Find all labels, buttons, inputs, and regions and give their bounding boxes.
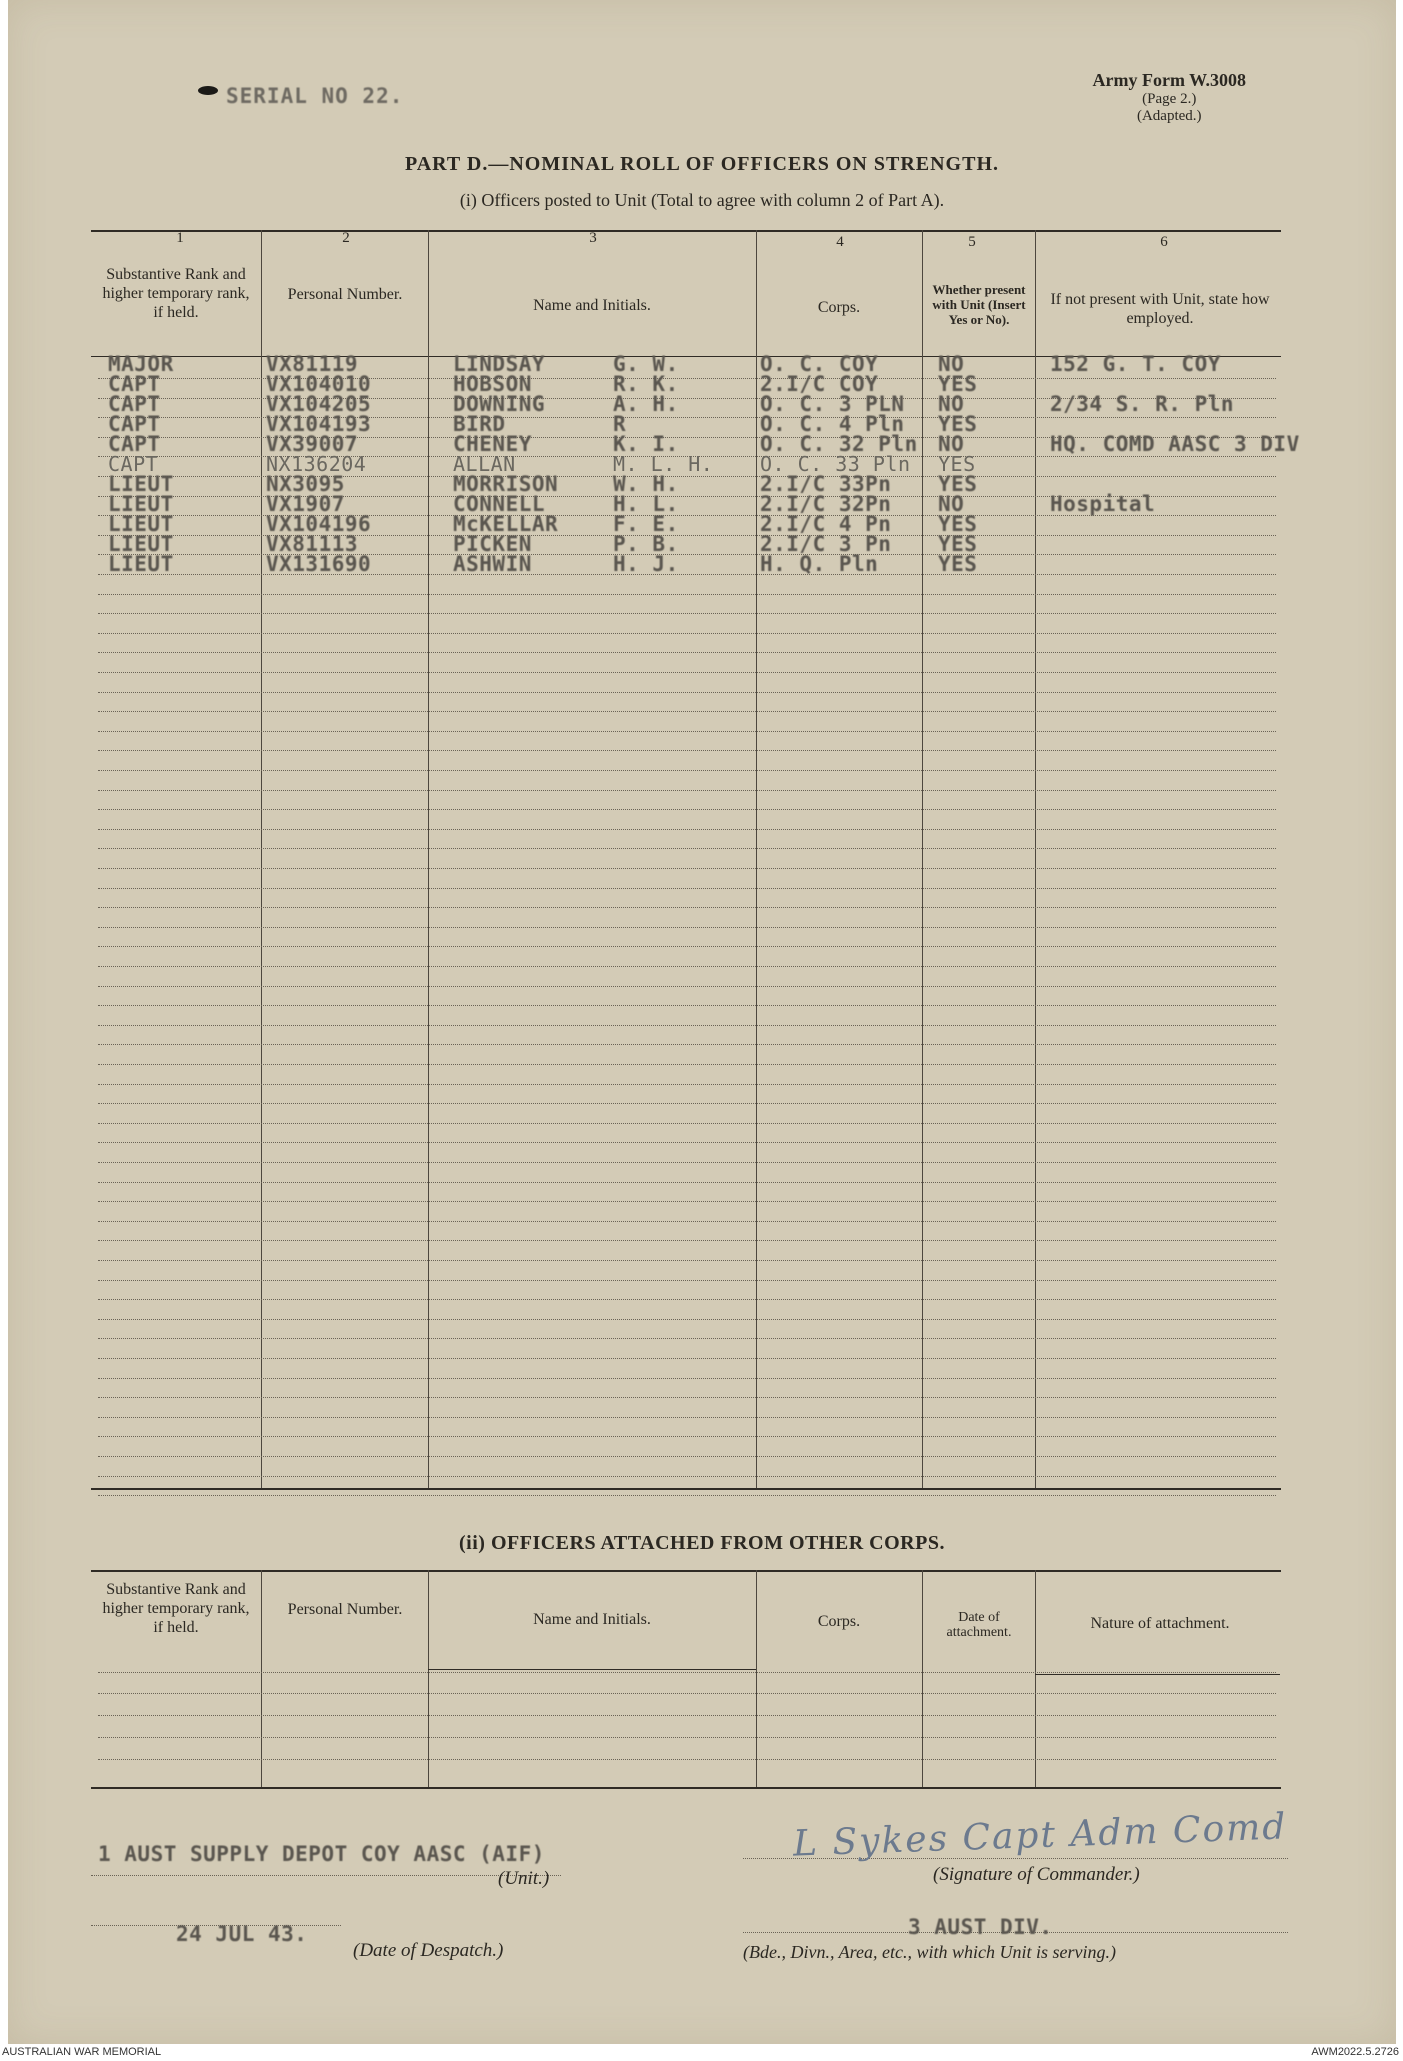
- column-number-5: 5: [968, 234, 976, 250]
- archive-reference: AWM2022.5.2726: [1311, 2046, 1399, 2058]
- roll-cell-name: ASHWIN: [453, 552, 532, 576]
- ruled-line: [98, 1260, 1276, 1261]
- document-page: [8, 0, 1396, 2044]
- roll-cell-present: YES: [938, 532, 978, 556]
- roll-cell-name: DOWNING: [453, 392, 546, 416]
- ruled-line: [98, 594, 1276, 595]
- part-d-title: PART D.—NOMINAL ROLL OF OFFICERS ON STRENGTH.: [405, 153, 999, 175]
- roll-cell-rank: CAPT: [108, 452, 159, 476]
- roll-cell-corps: 2.I/C COY: [760, 372, 879, 396]
- roll-cell-employed: 152 G. T. COY: [1050, 352, 1221, 376]
- ruled-line: [98, 1240, 1276, 1241]
- formation-value: 3 AUST DIV.: [908, 1915, 1053, 1939]
- roll-cell-corps: O. C. 3 PLN: [760, 392, 905, 416]
- attached-header-corps: Corps.: [817, 1613, 861, 1630]
- roll-cell-present: YES: [938, 512, 978, 536]
- roll-cell-initials: R. K.: [613, 372, 679, 396]
- roll-cell-initials: F. E.: [613, 512, 679, 536]
- roll-cell-corps: 2.I/C 3 Pn: [760, 532, 892, 556]
- ruled-line: [98, 1280, 1276, 1281]
- roll-cell-number: VX1907: [266, 492, 345, 516]
- roll-cell-rank: CAPT: [108, 372, 161, 396]
- roll-cell-present: NO: [938, 352, 965, 376]
- roll-cell-corps: O. C. 4 Pln: [760, 412, 905, 436]
- roll-cell-name: PICKEN: [453, 532, 532, 556]
- roll-cell-rank: LIEUT: [108, 492, 174, 516]
- ruled-line: [98, 613, 1276, 614]
- ruled-line: [98, 927, 1276, 928]
- column-number-3: 3: [589, 230, 597, 246]
- column-header-corps: Corps.: [817, 299, 861, 316]
- ruled-line: [98, 770, 1276, 771]
- attached-header-rank: Substantive Rank and higher temporary rank, if held.: [102, 1581, 250, 1636]
- roll-cell-name: LINDSAY: [453, 352, 546, 376]
- ruled-line: [98, 1495, 1276, 1496]
- ink-blot: [198, 86, 218, 95]
- ruled-line: [98, 986, 1276, 987]
- roll-cell-rank: LIEUT: [108, 472, 174, 496]
- roll-cell-name: CONNELL: [453, 492, 546, 516]
- roll-cell-corps: O. C. 32 Pln: [760, 432, 918, 456]
- roll-cell-initials: W. H.: [613, 472, 679, 496]
- part-ii-title: (ii) OFFICERS ATTACHED FROM OTHER CORPS.: [459, 1532, 945, 1554]
- roll-cell-number: VX104010: [266, 372, 372, 396]
- ruled-line: [98, 1759, 1276, 1760]
- ruled-line: [98, 1338, 1276, 1339]
- form-name: Army Form W.3008: [1092, 70, 1246, 90]
- ruled-line: [98, 1476, 1276, 1477]
- attached-header-date: Date of attachment.: [946, 1610, 1012, 1640]
- roll-cell-present: YES: [938, 372, 978, 396]
- ruled-line: [98, 1672, 1276, 1673]
- ruled-line: [98, 888, 1276, 889]
- roll-cell-number: VX81119: [266, 352, 359, 376]
- column-number-4: 4: [836, 234, 844, 250]
- roll-cell-employed: HQ. COMD AASC 3 DIV: [1050, 432, 1300, 456]
- roll-cell-present: YES: [938, 472, 978, 496]
- attached-header-nature: Nature of attachment.: [1090, 1615, 1230, 1632]
- ruled-line: [98, 829, 1276, 830]
- ruled-line: [98, 1025, 1276, 1026]
- column-number-6: 6: [1160, 234, 1168, 250]
- ruled-line: [98, 1456, 1276, 1457]
- roll-cell-initials: K. I.: [613, 432, 679, 456]
- roll-cell-initials: A. H.: [613, 392, 679, 416]
- roll-cell-present: YES: [938, 452, 976, 476]
- ruled-line: [98, 1737, 1276, 1738]
- roll-cell-rank: LIEUT: [108, 552, 174, 576]
- column-number-2: 2: [342, 230, 350, 246]
- archive-bar: [0, 2044, 1403, 2061]
- form-page: (Page 2.): [1142, 91, 1197, 107]
- roll-cell-rank: LIEUT: [108, 512, 174, 536]
- ruled-line: [98, 1005, 1276, 1006]
- column-header-present: Whether present with Unit (Insert Yes or No).: [932, 282, 1026, 327]
- roll-cell-present: NO: [938, 432, 965, 456]
- ruled-line: [98, 1299, 1276, 1300]
- roll-cell-name: MORRISON: [453, 472, 559, 496]
- roll-cell-corps: O. C. 33 Pln: [760, 452, 911, 476]
- roll-cell-rank: LIEUT: [108, 532, 174, 556]
- ruled-line: [98, 1378, 1276, 1379]
- column-number-1: 1: [176, 230, 184, 246]
- serial-number: SERIAL NO 22.: [226, 84, 404, 108]
- ruled-line: [98, 946, 1276, 947]
- formation-caption: (Bde., Divn., Area, etc., with which Unit is serving.): [743, 1942, 1116, 1962]
- roll-cell-name: BIRD: [453, 412, 506, 436]
- part-d-subtitle: (i) Officers posted to Unit (Total to agree with column 2 of Part A).: [459, 190, 945, 210]
- roll-cell-number: NX3095: [266, 472, 345, 496]
- roll-cell-number: VX104193: [266, 412, 372, 436]
- form-adapted: (Adapted.): [1136, 108, 1202, 124]
- roll-cell-corps: 2.I/C 32Pn: [760, 492, 892, 516]
- ruled-line: [98, 1162, 1276, 1163]
- archive-name: AUSTRALIAN WAR MEMORIAL: [2, 2046, 162, 2058]
- attached-header-personal-number: Personal Number.: [287, 1601, 403, 1618]
- roll-cell-present: NO: [938, 492, 965, 516]
- roll-cell-name: HOBSON: [453, 372, 532, 396]
- column-header-employment: If not present with Unit, state how employed.: [1050, 291, 1270, 327]
- roll-cell-number: VX131690: [266, 552, 372, 576]
- roll-cell-initials: H. L.: [613, 492, 679, 516]
- ruled-line: [98, 1221, 1276, 1222]
- roll-cell-number: VX104205: [266, 392, 372, 416]
- roll-cell-name: McKELLAR: [453, 512, 559, 536]
- roll-cell-employed: Hospital: [1050, 492, 1156, 516]
- despatch-date-caption: (Date of Despatch.): [353, 1940, 504, 1961]
- unit-caption: (Unit.): [498, 1868, 550, 1889]
- signature-caption: (Signature of Commander.): [933, 1864, 1140, 1885]
- column-header-name: Name and Initials.: [533, 297, 651, 314]
- roll-cell-employed: 2/34 S. R. Pln: [1050, 392, 1235, 416]
- roll-cell-name: ALLAN: [453, 452, 516, 476]
- roll-cell-present: YES: [938, 552, 978, 576]
- attached-header-name: Name and Initials.: [533, 1611, 651, 1628]
- despatch-date-value: 24 JUL 43.: [176, 1922, 308, 1946]
- ruled-line: [98, 1715, 1276, 1716]
- ruled-line: [98, 809, 1276, 810]
- ruled-line: [98, 1044, 1276, 1045]
- ruled-line: [98, 1436, 1276, 1437]
- roll-cell-rank: MAJOR: [108, 352, 174, 376]
- ruled-line: [98, 731, 1276, 732]
- roll-cell-name: CHENEY: [453, 432, 532, 456]
- roll-cell-corps: O. C. COY: [760, 352, 879, 376]
- roll-cell-number: VX104196: [266, 512, 372, 536]
- ruled-line: [98, 848, 1276, 849]
- roll-cell-initials: G. W.: [613, 352, 679, 376]
- form-identifier: [1093, 70, 1246, 125]
- roll-cell-present: NO: [938, 392, 965, 416]
- roll-cell-corps: H. Q. Pln: [760, 552, 879, 576]
- roll-cell-number: VX81113: [266, 532, 359, 556]
- unit-value: 1 AUST SUPPLY DEPOT COY AASC (AIF): [98, 1842, 545, 1866]
- ruled-line: [98, 672, 1276, 673]
- ruled-line: [98, 1201, 1276, 1202]
- ruled-line: [98, 1103, 1276, 1104]
- roll-cell-corps: 2.I/C 33Pn: [760, 472, 892, 496]
- ruled-line: [98, 1417, 1276, 1418]
- ruled-line: [98, 868, 1276, 869]
- roll-cell-rank: CAPT: [108, 412, 161, 436]
- ruled-line: [98, 692, 1276, 693]
- ruled-line: [98, 633, 1276, 634]
- ruled-line: [98, 1064, 1276, 1065]
- roll-cell-corps: 2.I/C 4 Pn: [760, 512, 892, 536]
- ruled-line: [98, 966, 1276, 967]
- roll-cell-present: YES: [938, 412, 978, 436]
- ruled-line: [98, 652, 1276, 653]
- ruled-line: [98, 1358, 1276, 1359]
- ruled-line: [98, 750, 1276, 751]
- roll-cell-initials: M. L. H.: [613, 452, 714, 476]
- column-header-rank: Substantive Rank and higher temporary rank, if held.: [102, 266, 250, 321]
- ruled-line: [98, 1397, 1276, 1398]
- ruled-line: [98, 1123, 1276, 1124]
- commander-signature: L Sykes Capt Adm Comd: [792, 1806, 1288, 1865]
- ruled-line: [98, 907, 1276, 908]
- ruled-line: [98, 1084, 1276, 1085]
- roll-cell-number: VX39007: [266, 432, 359, 456]
- roll-cell-initials: H. J.: [613, 552, 679, 576]
- roll-cell-number: NX136204: [266, 452, 367, 476]
- ruled-line: [98, 1142, 1276, 1143]
- column-header-personal-number: Personal Number.: [287, 286, 403, 303]
- ruled-line: [98, 1182, 1276, 1183]
- ruled-line: [98, 790, 1276, 791]
- ruled-line: [98, 711, 1276, 712]
- roll-cell-rank: CAPT: [108, 392, 161, 416]
- roll-cell-rank: CAPT: [108, 432, 161, 456]
- roll-cell-initials: P. B.: [613, 532, 679, 556]
- roll-cell-initials: R: [613, 412, 627, 436]
- ruled-line: [98, 1693, 1276, 1694]
- ruled-line: [98, 1319, 1276, 1320]
